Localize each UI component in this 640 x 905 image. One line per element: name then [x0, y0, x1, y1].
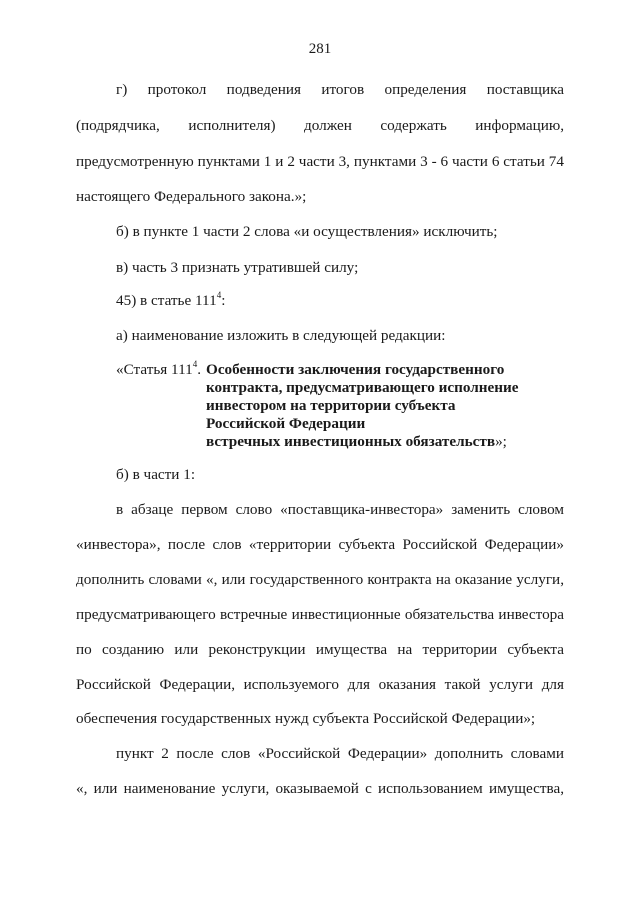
text-line: в абзаце первом слово «поставщика-инвестора» заменить словом — [116, 501, 564, 518]
article-heading-line: Особенности заключения государственного — [206, 361, 505, 378]
text-line: по созданию или реконструкции имущества на территории субъекта — [76, 641, 564, 658]
text-fragment: : — [221, 292, 226, 309]
page-number: 281 — [308, 41, 332, 57]
article-heading-line: контракта, предусматривающего исполнение — [206, 379, 519, 396]
text-line: обеспечения государственных нужд субъекта Российской Федерации»; — [76, 710, 536, 727]
text-line: дополнить словами «, или государственного контракта на оказание услуги, — [76, 571, 564, 588]
text-line: предусматривающего встречные инвестиционные обязательства инвестора — [76, 606, 564, 623]
article-heading-line — [206, 433, 507, 451]
text-fragment: встречных инвестиционных обязательств — [206, 433, 496, 450]
text-line: «, или наименование услуги, оказываемой с использованием имущества, — [76, 780, 564, 797]
text-line: пункт 2 после слов «Российской Федерации» дополнить словами — [116, 745, 564, 762]
article-heading-line: инвестором на территории субъекта — [206, 397, 456, 414]
superscript: 4 — [192, 359, 198, 369]
text-line: «инвестора», после слов «территории субъекта Российской Федерации» — [76, 536, 564, 553]
text-fragment: . — [197, 361, 201, 378]
text-line: настоящего Федерального закона.»; — [76, 188, 307, 205]
text-line — [116, 292, 225, 310]
text-line: а) наименование изложить в следующей редакции: — [116, 327, 446, 344]
text-line: б) в части 1: — [116, 466, 196, 483]
text-fragment: 45) в статье 111 — [116, 292, 217, 309]
text-line: (подрядчика, исполнителя) должен содержать информацию, — [76, 117, 564, 134]
article-heading-line: Российской Федерации — [206, 415, 366, 432]
text-fragment: «Статья 111 — [116, 361, 193, 378]
text-line: предусмотренную пунктами 1 и 2 части 3, пунктами 3 - 6 части 6 статьи 74 — [76, 153, 564, 170]
article-heading-label — [116, 361, 201, 379]
superscript: 4 — [216, 290, 222, 300]
text-line: Российской Федерации, используемого для оказания такой услуги для — [76, 676, 564, 693]
text-line: г) протокол подведения итогов определения поставщика — [116, 81, 564, 98]
text-fragment: »; — [495, 433, 507, 450]
text-line: б) в пункте 1 части 2 слова «и осуществления» исключить; — [116, 223, 498, 240]
text-line: в) часть 3 признать утратившей силу; — [116, 259, 359, 276]
